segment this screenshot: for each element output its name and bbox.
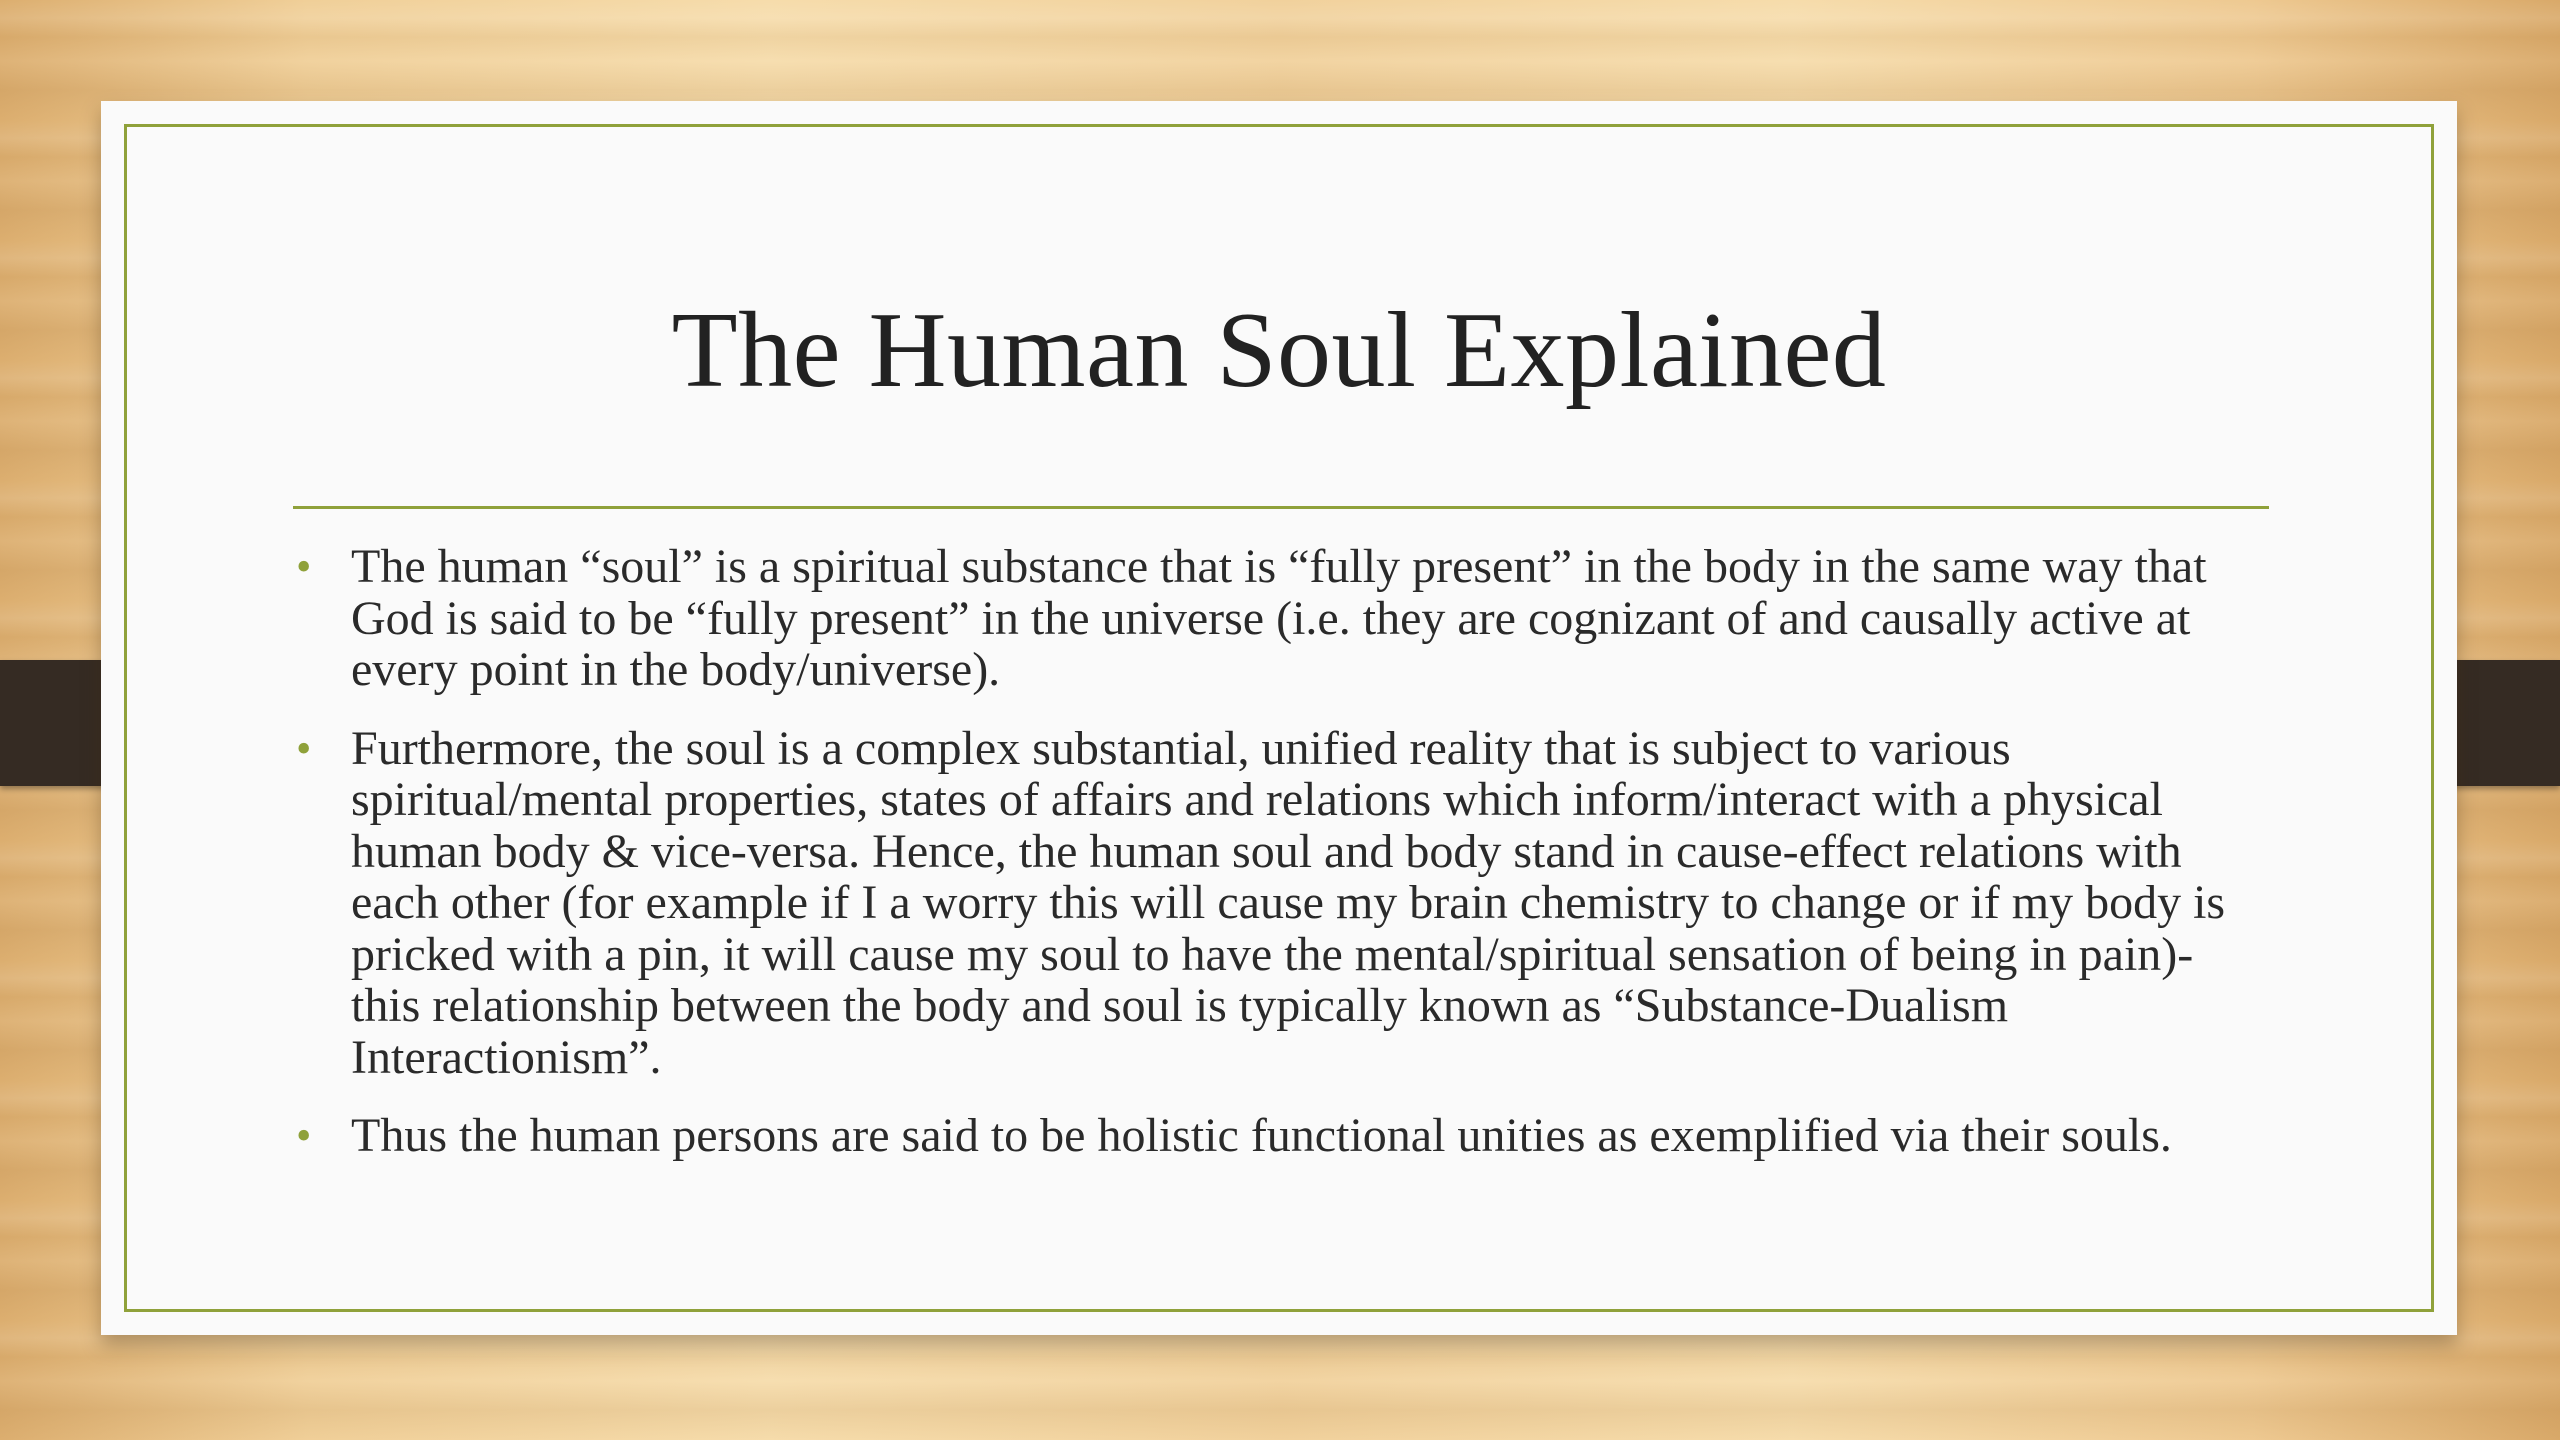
bullet-icon: •	[296, 542, 312, 591]
bullet-icon: •	[296, 723, 312, 773]
bullet-item	[293, 541, 2273, 696]
slide-title: The Human Soul Explained	[671, 291, 1887, 410]
bullet-text: Thus the human persons are said to be holistic functional unities as exemplified via their souls.	[351, 1109, 2172, 1162]
bullet-list	[293, 541, 2273, 1189]
bullet-item	[293, 1110, 2273, 1162]
bullet-item	[293, 723, 2273, 1084]
bullet-icon: •	[296, 1111, 312, 1160]
title-divider	[293, 506, 2269, 509]
slide-card	[101, 101, 2457, 1335]
bullet-text: Furthermore, the soul is a complex substantial, unified reality that is subject to various spiritual/mental properties, states of affairs and relations which inform/interact with a physical human body & vice-versa. Hence, the human soul and body stand in cause-effect relations with each other (for example if I a worry this will cause my brain chemistry to change or if my body is pricked with a pin, it will cause my soul to have the mental/spiritual sensation of being in pain)- this relationship between the body and soul is typically known as “Substance-Dualism Interactionism”.	[351, 721, 2226, 1084]
bullet-text: The human “soul” is a spiritual substance that is “fully present” in the body in the same way that God is said to be “fully present” in the universe (i.e. they are cognizant of and causally active at every point in the body/universe).	[351, 540, 2207, 696]
